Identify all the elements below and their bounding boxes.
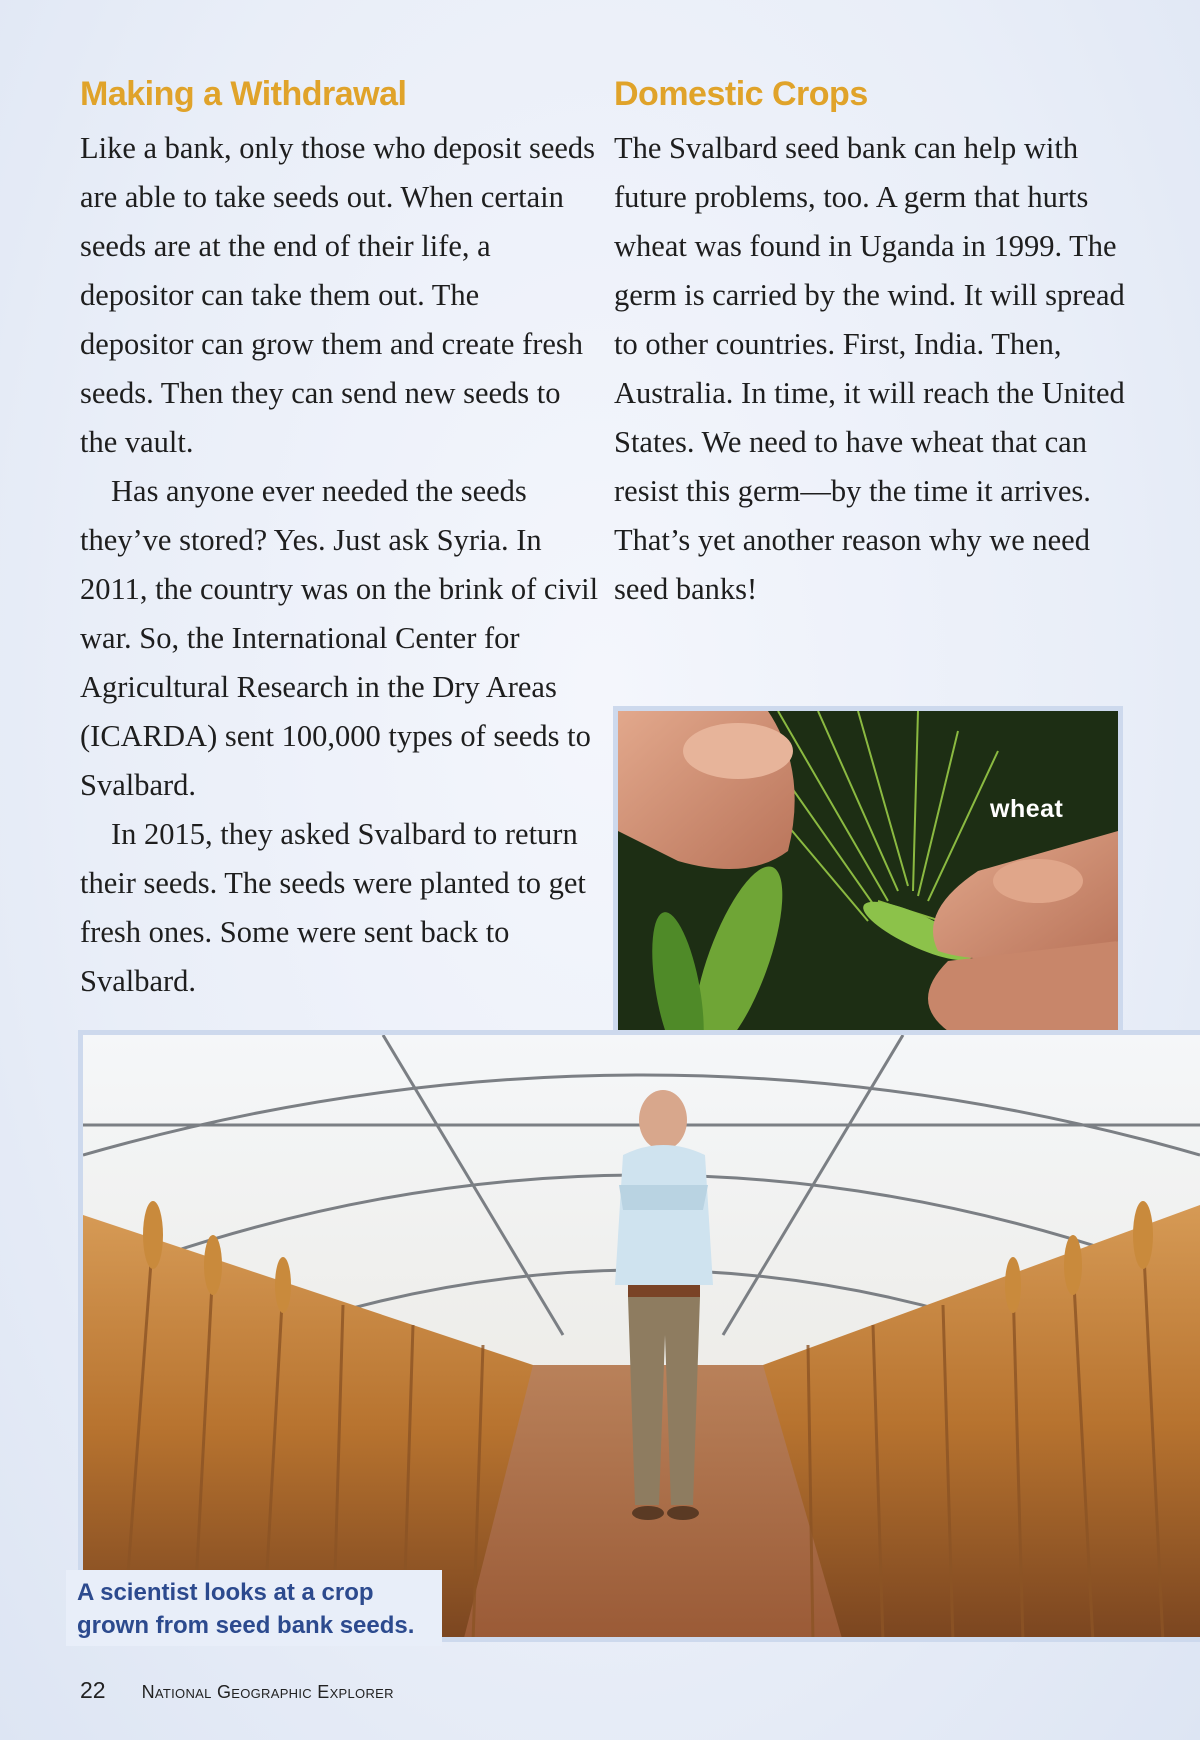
greenhouse-wheat-photo [78, 1030, 1200, 1642]
page-footer [80, 1677, 394, 1704]
body-paragraph: Has anyone ever needed the seeds they’ve stored? Yes. Just ask Syria. In 2011, the country was on the brink of civil war. So, the International Center for Agricultural Research in the Dry Areas (ICARDA) sent 100,000 types of seeds to Svalbard. [80, 474, 599, 802]
section-heading-withdrawal: Making a Withdrawal [80, 75, 407, 113]
section-heading-domestic-crops: Domestic Crops [614, 75, 868, 113]
right-column [614, 70, 1134, 614]
wheat-label: wheat [990, 795, 1064, 823]
body-paragraph: The Svalbard seed bank can help with future problems, too. A germ that hurts wheat was found in Uganda in 1999. The germ is carried by the wind. It will spread to other countries. First, India. Then, Australia. In time, it will reach the United States. We need to have wheat that can resist this germ—by the time it arrives. That’s yet another reason why we need seed banks! [614, 131, 1125, 606]
photo-caption: A scientist looks at a crop grown from seed bank seeds. [77, 1579, 415, 1639]
body-paragraph: In 2015, they asked Svalbard to return their seeds. The seeds were planted to get fresh ones. Some were sent back to Svalbard. [80, 817, 586, 998]
magazine-title: National Geographic Explorer [141, 1682, 394, 1702]
page-number: 22 [80, 1677, 106, 1703]
body-paragraph: Like a bank, only those who deposit seeds are able to take seeds out. When certain seeds are at the end of their life, a depositor can take them out. The depositor can grow them and create fresh seeds. Then they can send new seeds to the vault. [80, 131, 596, 459]
greenhouse-illustration [83, 1035, 1200, 1642]
wheat-photo [613, 706, 1123, 1070]
photo-caption-box [66, 1570, 442, 1646]
left-column [80, 70, 600, 1006]
wheat-illustration [618, 711, 1118, 1065]
